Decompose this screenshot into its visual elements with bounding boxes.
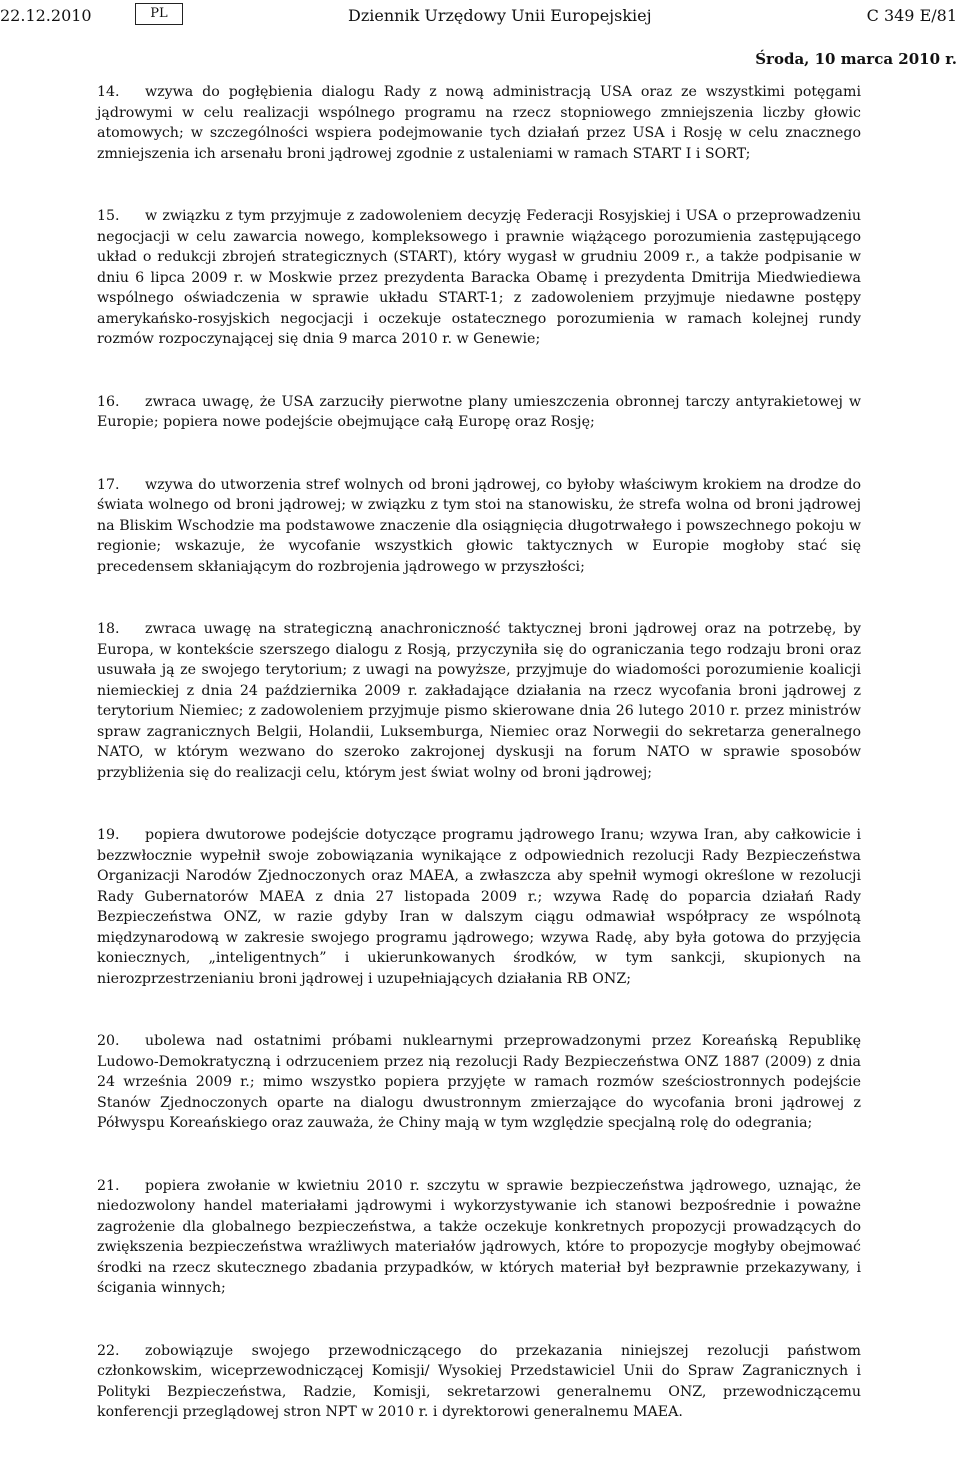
paragraph-21 xyxy=(97,1176,861,1299)
paragraph-text: zwraca uwagę, że USA zarzuciły pierwotne plany umieszczenia obronnej tarczy antyrakietowej w Europie; popiera nowe podejście obejmujące całą Europę oraz Rosję; xyxy=(97,393,861,430)
paragraph-22 xyxy=(97,1341,861,1423)
document-body xyxy=(97,82,861,1465)
paragraph-number: 22. xyxy=(97,1342,120,1359)
paragraph-14 xyxy=(97,82,861,164)
paragraph-text: wzywa do pogłębienia dialogu Rady z nową administracją USA oraz ze wszystkimi potęgami jądrowymi w celu realizacji wspólnego programu na rzecz stopniowego zmniejszenia liczby głowic atomowych; w szczególności wspiera podejmowanie tych działań przez USA i Rosję w celu znacznego zmniejszenia ich arsenału broni jądrowej zgodnie z ustaleniami w ramach START I i SORT; xyxy=(97,84,861,162)
paragraph-text: popiera zwołanie w kwietniu 2010 r. szczytu w sprawie bezpieczeństwa jądrowego, uznając, że niedozwolony handel materiałami jądrowymi i wykorzystywanie ich stanowi bezpośrednie i poważne zagrożenie dla globalnego bezpieczeństwa, a także oczekuje konkretnych propozycji prowadzących do zwiększenia bezpieczeństwa wrażliwych materiałów jądrowych, które to propozycje mogłyby obejmować środki na rzecz skutecznego zbadania przypadków, w których materiał był bezprawnie przekazywany, i ścigania winnych; xyxy=(97,1177,861,1296)
paragraph-text: w związku z tym przyjmuje z zadowoleniem decyzję Federacji Rosyjskiej i USA o przeprowadzeniu negocjacji w celu zawarcia nowego, kompleksowego i prawnie wiążącego porozumienia zastępującego układ o redukcji zbrojeń strategicznych (START), który wygasł w grudniu 2009 r., a także podpisanie w dniu 6 lipca 2009 r. w Moskwie przez prezydenta Baracka Obamę i prezydenta Dmitrija Miedwiediewa wspólnego oświadczenia w sprawie układu START-1; z zadowoleniem przyjmuje niedawne postępy amerykańsko-rosyjskich negocjacji i oczekuje ostatecznego porozumienia w ramach kolejnej rundy rozmów rozpoczynającej się dnia 9 marca 2010 r. w Genewie; xyxy=(97,208,861,347)
paragraph-text: ubolewa nad ostatnimi próbami nuklearnymi przeprowadzonymi przez Koreańską Republikę Ludowo-Demokratyczną i odrzuceniem przez nią rezolucji Rady Bezpieczeństwa ONZ 1887 (2009) z dnia 24 września 2009 r.; mimo wszystko popiera przyjęte w ramach rozmów sześciostronnych podejście Stanów Zjednoczonych oparte na dialogu dwustronnym zmierzające do wycofania broni jądrowej z Półwyspu Koreańskiego oraz zauważa, że Chiny mają w tym względzie specjalną rolę do odegrania; xyxy=(97,1033,861,1131)
paragraph-18 xyxy=(97,619,861,783)
page-header xyxy=(0,0,960,32)
paragraph-text: wzywa do utworzenia stref wolnych od broni jądrowej, co byłoby właściwym krokiem na drodze do świata wolnego od broni jądrowej; w związku z tym stoi na stanowisku, że strefa wolna od broni jądrowej na Bliskim Wschodzie ma podstawowe znaczenie dla osiągnięcia długotrwałego i powszechnego pokoju w regionie; wskazuje, że wycofanie wszystkich głowic taktycznych w Europie mogłoby stać się precedensem skłaniającym do rozbrojenia jądrowego w przyszłości; xyxy=(97,476,861,575)
paragraph-text: popiera dwutorowe podejście dotyczące programu jądrowego Iranu; wzywa Iran, aby całkowicie i bezzwłocznie wypełnił swoje zobowiązania wynikające z odpowiednich rezolucji Rady Bezpieczeństwa Organizacji Narodów Zjednoczonych oraz MAEA, a zwłaszcza aby spełnił wymogi określone w rezolucji Rady Gubernatorów MAEA z dnia 27 listopada 2009 r.; wzywa Radę do poparcia działań Rady Bezpieczeństwa ONZ, w razie gdyby Iran w dalszym ciągu odmawiał współpracy ze wspólnotą międzynarodową w zakresie swojego programu jądrowego; wzywa Radę, aby była gotowa do przyjęcia koniecznych, „inteligentnych” i ukierunkowanych środków, w tym sankcji, skupionych na nierozprzestrzenianiu broni jądrowej i uzupełniających działania RB ONZ; xyxy=(97,827,861,987)
journal-title: Dziennik Urzędowy Unii Europejskiej xyxy=(348,6,652,25)
sitting-date: Środa, 10 marca 2010 r. xyxy=(755,50,957,68)
paragraph-text: zobowiązuje swojego przewodniczącego do przekazania niniejszej rezolucji państwom członkowskim, wiceprzewodniczącej Komisji/ Wysokiej Przedstawiciel Unii do Spraw Zagranicznych i Polityki Bezpieczeństwa, Radzie, Komisji, sekretarzowi generalnemu ONZ, przewodniczącemu konferencji przeglądowej stron NPT w 2010 r. i dyrektorowi generalnemu MAEA. xyxy=(97,1342,861,1420)
paragraph-number: 18. xyxy=(97,621,120,637)
paragraph-number: 20. xyxy=(97,1033,120,1049)
paragraph-number: 19. xyxy=(97,827,120,843)
publication-date: 22.12.2010 xyxy=(0,6,92,25)
paragraph-number: 17. xyxy=(97,476,120,493)
language-badge: PL xyxy=(135,3,183,25)
journal-reference: C 349 E/81 xyxy=(866,6,957,25)
paragraph-16 xyxy=(97,392,861,433)
paragraph-number: 15. xyxy=(97,208,120,224)
paragraph-17 xyxy=(97,475,861,578)
paragraph-text: zwraca uwagę na strategiczną anachroniczność taktycznej broni jądrowej oraz na potrzebę, by Europa, w kontekście szerszego dialogu z Rosją, przyczyniła się do ograniczania tego rodzaju broni oraz usuwała ją ze swojego terytorium; z uwagi na powyższe, przyjmuje do wiadomości porozumienie koalicji niemieckiej z dnia 24 października 2009 r. zakładające działania na rzecz wycofania broni jądrowej z terytorium Niemiec; z zadowoleniem przyjmuje pismo skierowane dnia 26 lutego 2010 r. przez ministrów spraw zagranicznych Belgii, Holandii, Luksemburga, Niemiec oraz Norwegii do sekretarza generalnego NATO, w którym wezwano do szeroko zakrojonej dyskusji na forum NATO w sprawie sposobów przybliżenia się do realizacji celu, którym jest świat wolny od broni jądrowej; xyxy=(97,621,861,781)
paragraph-15 xyxy=(97,206,861,350)
paragraph-number: 16. xyxy=(97,393,120,410)
paragraph-number: 21. xyxy=(97,1177,120,1194)
paragraph-20 xyxy=(97,1031,861,1134)
paragraph-19 xyxy=(97,825,861,989)
paragraph-number: 14. xyxy=(97,84,120,100)
